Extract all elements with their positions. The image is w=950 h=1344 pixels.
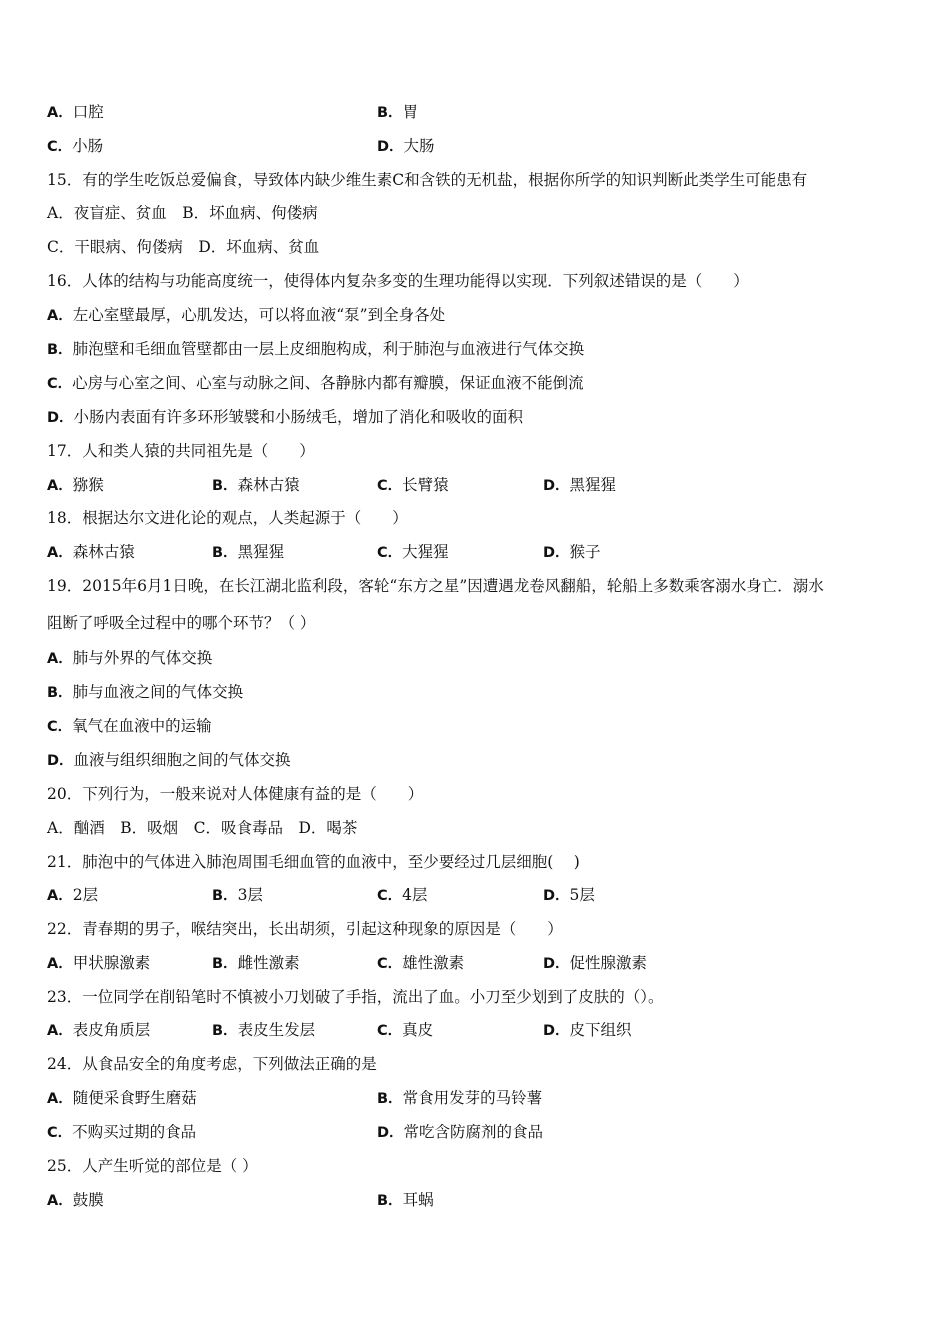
q14-option-b: B．胃 (377, 103, 419, 121)
q19-option-c: C．氧气在血液中的运输 (47, 717, 212, 735)
q24-option-c: C．不购买过期的食品 (47, 1123, 197, 1141)
q19-option-d: D．血液与组织细胞之间的气体交换 (47, 751, 291, 769)
q17-option-c: C．长臂猿 (377, 476, 449, 494)
q17-option-a: A．猕猴 (47, 476, 104, 494)
q17-option-b: B．森林古猿 (212, 476, 300, 494)
q16-option-d: D．小肠内表面有许多环形皱襞和小肠绒毛，增加了消化和吸收的面积 (47, 408, 524, 426)
q22-stem: 22．青春期的男子，喉结突出，长出胡须，引起这种现象的原因是（ ） (47, 920, 563, 938)
q22-option-d: D．促性腺激素 (543, 954, 648, 972)
q19-stem-line2: 阻断了呼吸全过程中的哪个环节？（ ） (47, 614, 316, 632)
q18-option-b: B．黑猩猩 (212, 543, 285, 561)
q25-stem: 25．人产生听觉的部位是（ ） (47, 1157, 258, 1175)
q15-options-row2: C．干眼病、佝偻病 D．坏血病、贫血 (47, 238, 320, 256)
q18-option-c: C．大猩猩 (377, 543, 449, 561)
q19-stem-line1: 19．2015年6月1日晚，在长江湖北监利段，客轮“东方之星”因遭遇龙卷风翻船，轮船上多数乘客溺水身亡．溺水 (47, 577, 824, 595)
q24-stem: 24．从食品安全的角度考虑，下列做法正确的是 (47, 1055, 377, 1073)
q23-option-a: A．表皮角质层 (47, 1021, 151, 1039)
q16-option-b: B．肺泡壁和毛细血管壁都由一层上皮细胞构成，利于肺泡与血液进行气体交换 (47, 340, 585, 358)
q15-stem: 15．有的学生吃饭总爱偏食，导致体内缺少维生素C和含铁的无机盐，根据你所学的知识判断此类学生可能患有 (47, 171, 808, 189)
q16-option-c: C．心房与心室之间、心室与动脉之间、各静脉内都有瓣膜，保证血液不能倒流 (47, 374, 584, 392)
q15-options-row1: A．夜盲症、贫血 B．坏血病、佝偻病 (47, 204, 318, 222)
q16-option-a: A．左心室壁最厚，心肌发达，可以将血液“泵”到全身各处 (47, 306, 446, 324)
q22-option-b: B．雌性激素 (212, 954, 300, 972)
q23-option-d: D．皮下组织 (543, 1021, 632, 1039)
q19-option-b: B．肺与血液之间的气体交换 (47, 683, 244, 701)
q20-stem: 20．下列行为，一般来说对人体健康有益的是（ ） (47, 785, 424, 803)
q21-option-c: C．4层 (377, 886, 428, 904)
q21-option-b: B．3层 (212, 886, 263, 904)
q17-stem: 17．人和类人猿的共同祖先是（ ） (47, 442, 315, 460)
q22-option-a: A．甲状腺激素 (47, 954, 151, 972)
q18-option-d: D．猴子 (543, 543, 601, 561)
q18-stem: 18．根据达尔文进化论的观点，人类起源于（ ） (47, 509, 408, 527)
q14-option-d: D．大肠 (377, 137, 435, 155)
q22-option-c: C．雄性激素 (377, 954, 465, 972)
q25-option-b: B．耳蜗 (377, 1191, 434, 1209)
q14-option-c: C．小肠 (47, 137, 104, 155)
q16-stem: 16．人体的结构与功能高度统一，使得体内复杂多变的生理功能得以实现．下列叙述错误的是（ ） (47, 272, 749, 290)
q23-stem: 23．一位同学在削铅笔时不慎被小刀划破了手指，流出了血。小刀至少划到了皮肤的（）。 (47, 988, 664, 1006)
q20-options: A．酗酒 B．吸烟 C．吸食毒品 D．喝茶 (47, 819, 358, 837)
q14-option-a: A．口腔 (47, 103, 104, 121)
q18-option-a: A．森林古猿 (47, 543, 135, 561)
q23-option-b: B．表皮生发层 (212, 1021, 316, 1039)
q21-stem: 21．肺泡中的气体进入肺泡周围毛细血管的血液中，至少要经过几层细胞( ) (47, 853, 580, 871)
q21-option-a: A．2层 (47, 886, 99, 904)
q21-option-d: D．5层 (543, 886, 595, 904)
q24-option-a: A．随便采食野生磨菇 (47, 1089, 197, 1107)
q24-option-b: B．常食用发芽的马铃薯 (377, 1089, 543, 1107)
q17-option-d: D．黑猩猩 (543, 476, 617, 494)
q25-option-a: A．鼓膜 (47, 1191, 104, 1209)
q24-option-d: D．常吃含防腐剂的食品 (377, 1123, 544, 1141)
q19-option-a: A．肺与外界的气体交换 (47, 649, 213, 667)
q23-option-c: C．真皮 (377, 1021, 434, 1039)
